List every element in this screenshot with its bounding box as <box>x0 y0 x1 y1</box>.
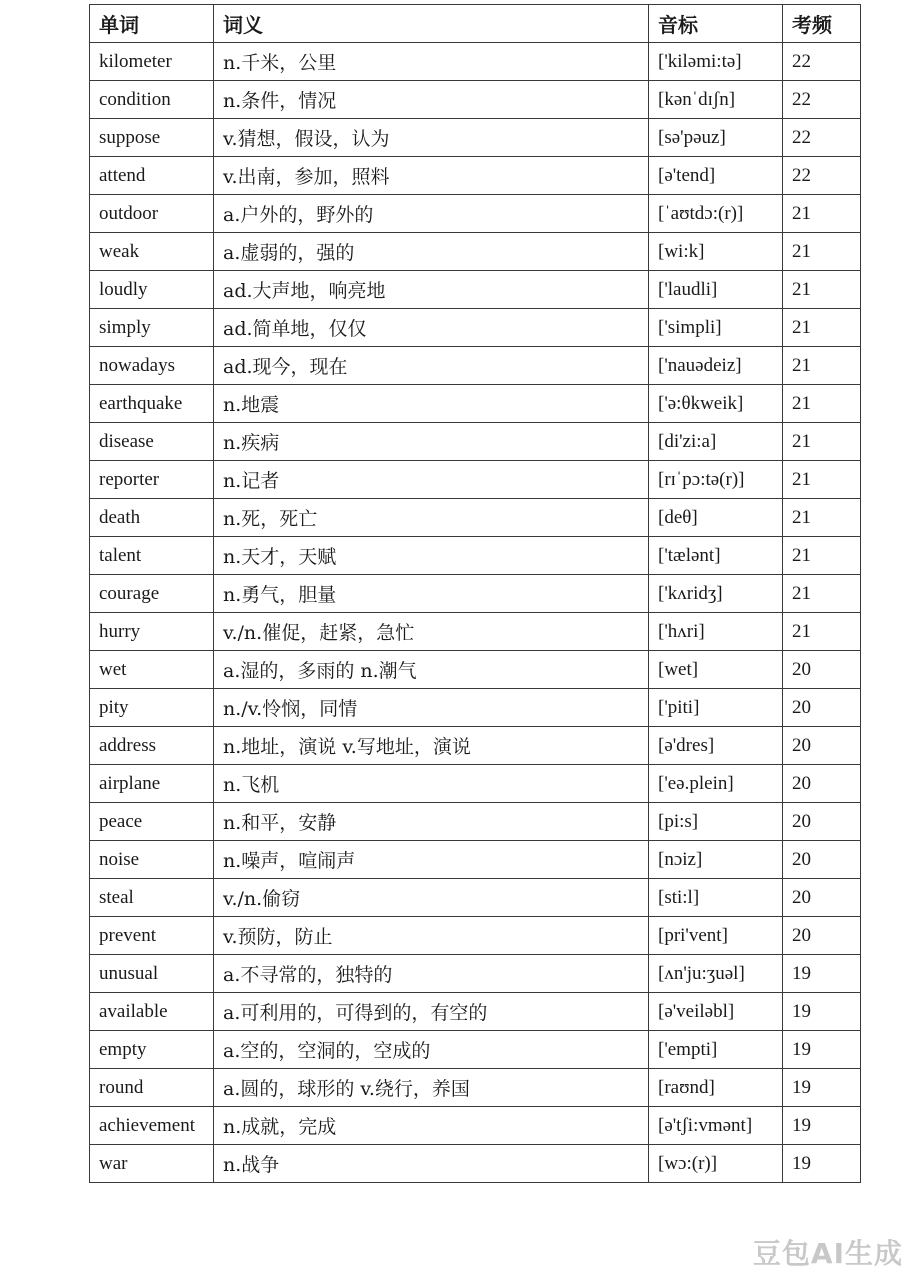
table-row <box>90 727 861 765</box>
word-cell: courage <box>90 575 214 613</box>
frequency-cell: 20 <box>783 689 861 727</box>
table-row <box>90 195 861 233</box>
table-row <box>90 347 861 385</box>
table-row <box>90 1031 861 1069</box>
meaning-cell: v./n.催促，赶紧，急忙 <box>214 613 649 651</box>
table-row <box>90 993 861 1031</box>
word-cell: wet <box>90 651 214 689</box>
meaning-cell: a.户外的，野外的 <box>214 195 649 233</box>
frequency-cell: 21 <box>783 385 861 423</box>
frequency-cell: 22 <box>783 43 861 81</box>
phonetic-cell: ['kiləmi:tə] <box>649 43 783 81</box>
frequency-cell: 21 <box>783 499 861 537</box>
table-row <box>90 917 861 955</box>
table-row <box>90 423 861 461</box>
meaning-cell: n.噪声，喧闹声 <box>214 841 649 879</box>
word-cell: noise <box>90 841 214 879</box>
frequency-cell: 20 <box>783 651 861 689</box>
frequency-cell: 20 <box>783 879 861 917</box>
meaning-cell: v.出南，参加，照料 <box>214 157 649 195</box>
word-cell: prevent <box>90 917 214 955</box>
table-row <box>90 765 861 803</box>
meaning-cell: n.地震 <box>214 385 649 423</box>
table-row <box>90 613 861 651</box>
phonetic-cell: ['ə:θkweik] <box>649 385 783 423</box>
watermark-logo: 豆包AI生成 <box>752 1237 903 1270</box>
word-cell: death <box>90 499 214 537</box>
word-cell: nowadays <box>90 347 214 385</box>
phonetic-cell: [wet] <box>649 651 783 689</box>
frequency-cell: 19 <box>783 993 861 1031</box>
frequency-cell: 19 <box>783 1069 861 1107</box>
phonetic-cell: [ʌn'ju:ʒuəl] <box>649 955 783 993</box>
frequency-cell: 20 <box>783 765 861 803</box>
meaning-cell: n.成就，完成 <box>214 1107 649 1145</box>
meaning-cell: n.勇气，胆量 <box>214 575 649 613</box>
frequency-cell: 21 <box>783 423 861 461</box>
frequency-cell: 21 <box>783 233 861 271</box>
meaning-cell: n.疾病 <box>214 423 649 461</box>
frequency-cell: 20 <box>783 803 861 841</box>
frequency-cell: 21 <box>783 309 861 347</box>
frequency-cell: 21 <box>783 613 861 651</box>
table-row <box>90 499 861 537</box>
table-row <box>90 81 861 119</box>
meaning-cell: a.湿的，多雨的 n.潮气 <box>214 651 649 689</box>
frequency-cell: 21 <box>783 575 861 613</box>
frequency-cell: 19 <box>783 955 861 993</box>
phonetic-cell: [kənˈdɪʃn] <box>649 81 783 119</box>
header-word: 单词 <box>90 5 214 43</box>
table-row <box>90 689 861 727</box>
phonetic-cell: [sti:l] <box>649 879 783 917</box>
header-frequency: 考频 <box>783 5 861 43</box>
word-cell: hurry <box>90 613 214 651</box>
phonetic-cell: ['simpli] <box>649 309 783 347</box>
word-cell: kilometer <box>90 43 214 81</box>
meaning-cell: a.空的，空洞的，空成的 <box>214 1031 649 1069</box>
frequency-cell: 20 <box>783 727 861 765</box>
phonetic-cell: [raʊnd] <box>649 1069 783 1107</box>
meaning-cell: n.记者 <box>214 461 649 499</box>
phonetic-cell: [rɪˈpɔ:tə(r)] <box>649 461 783 499</box>
word-cell: available <box>90 993 214 1031</box>
meaning-cell: n.条件，情况 <box>214 81 649 119</box>
meaning-cell: n.飞机 <box>214 765 649 803</box>
word-cell: empty <box>90 1031 214 1069</box>
phonetic-cell: ['piti] <box>649 689 783 727</box>
table-row <box>90 803 861 841</box>
phonetic-cell: [pri'vent] <box>649 917 783 955</box>
meaning-cell: ad.大声地，响亮地 <box>214 271 649 309</box>
word-cell: suppose <box>90 119 214 157</box>
word-cell: simply <box>90 309 214 347</box>
phonetic-cell: ['eə.plein] <box>649 765 783 803</box>
frequency-cell: 20 <box>783 917 861 955</box>
frequency-cell: 21 <box>783 195 861 233</box>
meaning-cell: ad.现今，现在 <box>214 347 649 385</box>
meaning-cell: n./v.怜悯，同情 <box>214 689 649 727</box>
frequency-cell: 21 <box>783 347 861 385</box>
meaning-cell: a.圆的，球形的 v.绕行，养国 <box>214 1069 649 1107</box>
frequency-cell: 22 <box>783 81 861 119</box>
word-cell: round <box>90 1069 214 1107</box>
word-cell: talent <box>90 537 214 575</box>
frequency-cell: 19 <box>783 1031 861 1069</box>
phonetic-cell: [ˈaʊtdɔ:(r)] <box>649 195 783 233</box>
table-row <box>90 157 861 195</box>
word-cell: loudly <box>90 271 214 309</box>
phonetic-cell: ['empti] <box>649 1031 783 1069</box>
frequency-cell: 21 <box>783 461 861 499</box>
table-row <box>90 233 861 271</box>
word-cell: achievement <box>90 1107 214 1145</box>
word-cell: airplane <box>90 765 214 803</box>
phonetic-cell: ['laudli] <box>649 271 783 309</box>
table-row <box>90 651 861 689</box>
vocabulary-table <box>89 4 861 1183</box>
meaning-cell: v.预防，防止 <box>214 917 649 955</box>
meaning-cell: n.地址，演说 v.写地址，演说 <box>214 727 649 765</box>
table-header-row <box>90 5 861 43</box>
meaning-cell: n.和平，安静 <box>214 803 649 841</box>
word-cell: address <box>90 727 214 765</box>
phonetic-cell: [pi:s] <box>649 803 783 841</box>
word-cell: war <box>90 1145 214 1183</box>
table-row <box>90 271 861 309</box>
word-cell: disease <box>90 423 214 461</box>
phonetic-cell: [wɔ:(r)] <box>649 1145 783 1183</box>
frequency-cell: 21 <box>783 537 861 575</box>
phonetic-cell: [sə'pəuz] <box>649 119 783 157</box>
table-row <box>90 537 861 575</box>
phonetic-cell: ['hʌri] <box>649 613 783 651</box>
phonetic-cell: [ə'tʃi:vmənt] <box>649 1107 783 1145</box>
frequency-cell: 22 <box>783 119 861 157</box>
word-cell: reporter <box>90 461 214 499</box>
table-row <box>90 43 861 81</box>
header-phonetic: 音标 <box>649 5 783 43</box>
word-cell: outdoor <box>90 195 214 233</box>
header-meaning: 词义 <box>214 5 649 43</box>
meaning-cell: v./n.偷窃 <box>214 879 649 917</box>
word-cell: steal <box>90 879 214 917</box>
frequency-cell: 21 <box>783 271 861 309</box>
frequency-cell: 19 <box>783 1145 861 1183</box>
word-cell: unusual <box>90 955 214 993</box>
table-row <box>90 461 861 499</box>
table-row <box>90 119 861 157</box>
table-row <box>90 1107 861 1145</box>
word-cell: pity <box>90 689 214 727</box>
meaning-cell: a.不寻常的，独特的 <box>214 955 649 993</box>
meaning-cell: n.死，死亡 <box>214 499 649 537</box>
phonetic-cell: [deθ] <box>649 499 783 537</box>
phonetic-cell: ['nauədeiz] <box>649 347 783 385</box>
word-cell: peace <box>90 803 214 841</box>
table-row <box>90 841 861 879</box>
phonetic-cell: [ə'tend] <box>649 157 783 195</box>
table-row <box>90 385 861 423</box>
meaning-cell: ad.简单地，仅仅 <box>214 309 649 347</box>
word-cell: condition <box>90 81 214 119</box>
frequency-cell: 19 <box>783 1107 861 1145</box>
frequency-cell: 20 <box>783 841 861 879</box>
meaning-cell: n.千米，公里 <box>214 43 649 81</box>
table-row <box>90 575 861 613</box>
table-row <box>90 955 861 993</box>
phonetic-cell: [ə'veiləbl] <box>649 993 783 1031</box>
meaning-cell: a.虚弱的，强的 <box>214 233 649 271</box>
word-cell: earthquake <box>90 385 214 423</box>
meaning-cell: a.可利用的，可得到的，有空的 <box>214 993 649 1031</box>
phonetic-cell: [wi:k] <box>649 233 783 271</box>
frequency-cell: 22 <box>783 157 861 195</box>
phonetic-cell: [di'zi:a] <box>649 423 783 461</box>
phonetic-cell: [nɔiz] <box>649 841 783 879</box>
table-row <box>90 879 861 917</box>
word-cell: weak <box>90 233 214 271</box>
phonetic-cell: [ə'dres] <box>649 727 783 765</box>
phonetic-cell: ['kʌridʒ] <box>649 575 783 613</box>
word-cell: attend <box>90 157 214 195</box>
table-row <box>90 309 861 347</box>
table-body <box>90 43 861 1183</box>
meaning-cell: n.天才，天赋 <box>214 537 649 575</box>
table-row <box>90 1069 861 1107</box>
phonetic-cell: ['tælənt] <box>649 537 783 575</box>
meaning-cell: n.战争 <box>214 1145 649 1183</box>
meaning-cell: v.猜想，假设，认为 <box>214 119 649 157</box>
table-row <box>90 1145 861 1183</box>
